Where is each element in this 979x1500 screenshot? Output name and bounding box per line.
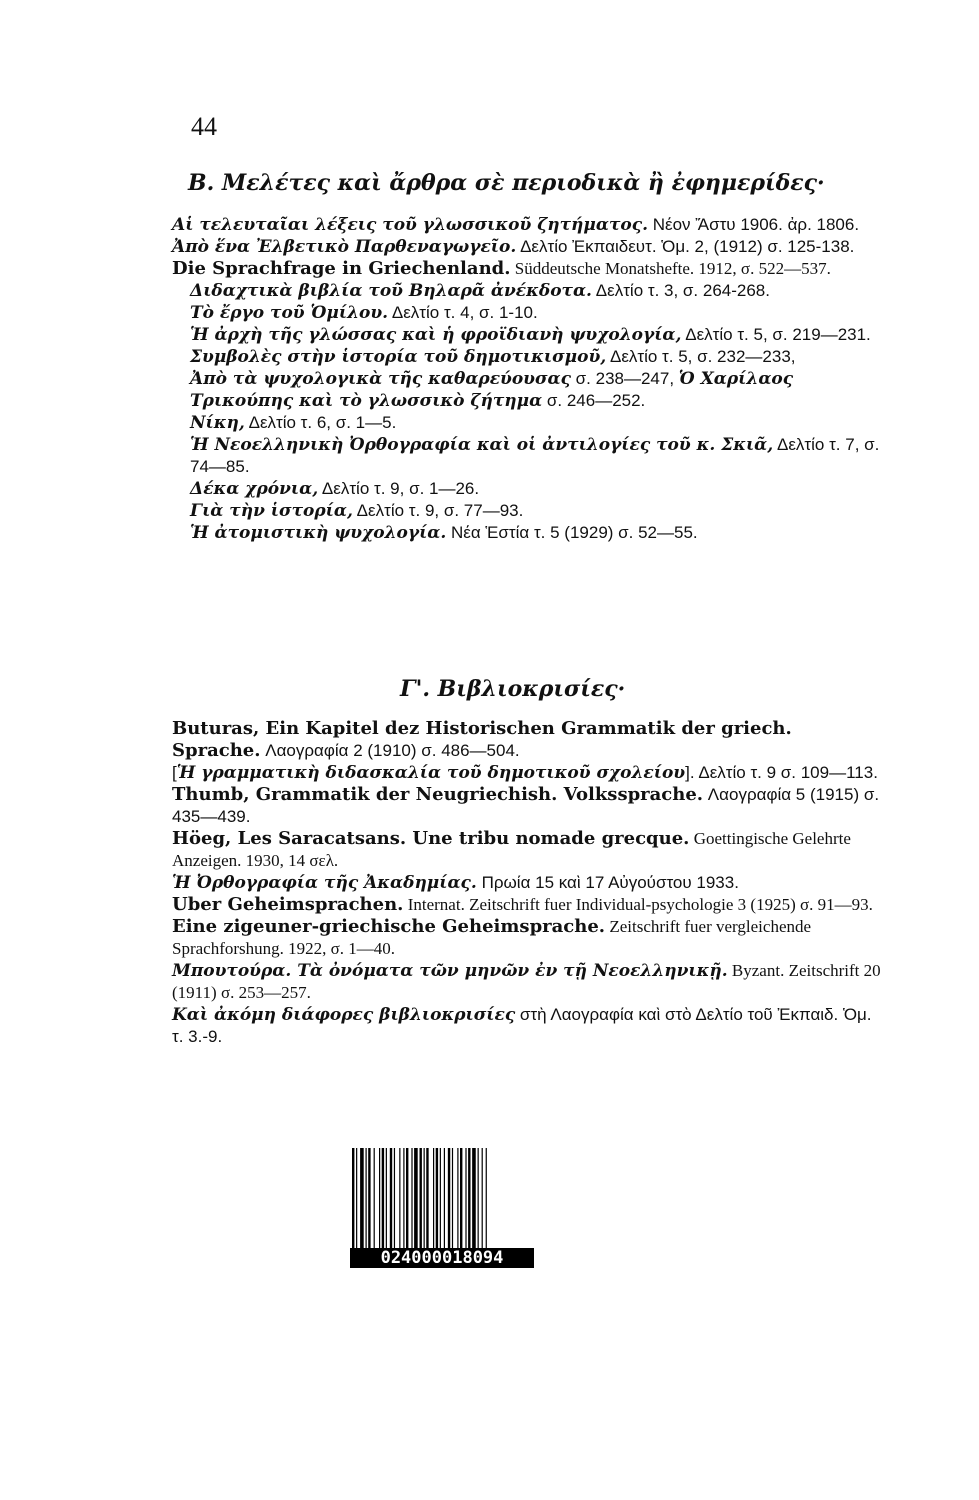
barcode-bar <box>390 1148 392 1248</box>
list-item: Uber Geheimsprachen. Internat. Zeitschrift fuer Individual-psychologie 3 (1925) σ. 91—93. <box>172 894 873 915</box>
barcode-bar <box>352 1148 354 1248</box>
barcode-bar <box>368 1148 370 1248</box>
barcode-bar <box>472 1148 476 1248</box>
list-item: Ἀπὸ τὰ ψυχολογικὰ τῆς καθαρεύουσας σ. 238—247, Ὁ Χαρίλαος Τρικούπης καὶ τὸ γλωσσικὸ ζήτημα σ. 246—252. <box>190 369 794 411</box>
barcode-bar <box>366 1148 367 1248</box>
barcode-bar <box>403 1148 404 1248</box>
barcode-bar <box>457 1148 458 1248</box>
list-item: Die Sprachfrage in Griechenland. Süddeutsche Monatshefte. 1912, σ. 522—537. <box>172 258 831 279</box>
barcode-bar <box>468 1148 470 1248</box>
barcode-bar <box>478 1148 479 1248</box>
barcode-bar <box>386 1148 387 1248</box>
section-g-list <box>172 718 884 1048</box>
barcode-bar <box>424 1148 425 1248</box>
list-item: Καὶ ἀκόμη διάφορες βιβλιοκρισίες στὴ Λαογραφία καὶ στὸ Δελτίο τοῦ Ἐκπαιδ. Ὁμ. τ. 3.-9. <box>172 1005 872 1046</box>
barcode-bar <box>399 1148 400 1248</box>
barcode-bar <box>452 1148 453 1248</box>
barcode-number: 024000018094 <box>350 1248 534 1268</box>
barcode <box>350 1148 534 1268</box>
barcode-bar <box>420 1148 422 1248</box>
list-item: Thumb, Grammatik der Neugriechish. Volkssprache. Λαογραφία 5 (1915) σ. 435—439. <box>172 784 880 826</box>
list-item: Eine zigeuner-griechische Geheimsprache. Zeitschrift fuer vergleichende Sprachforshung. 1922, σ. 1—40. <box>172 916 812 958</box>
list-item: Ἡ ἀρχὴ τῆς γλώσσας καὶ ἡ φροϊδιανὴ ψυχολογία, Δελτίο τ. 5, σ. 219—231. <box>190 325 871 345</box>
list-item: Δέκα χρόνια, Δελτίο τ. 9, σ. 1—26. <box>190 479 480 499</box>
list-item: [Ἡ γραμματικὴ διδασκαλία τοῦ δημοτικοῦ σχολείου]. Δελτίο τ. 9 σ. 109—113. <box>172 763 878 783</box>
barcode-bar <box>486 1148 487 1248</box>
section-b-list <box>172 214 884 544</box>
barcode-bar <box>356 1148 357 1248</box>
barcode-bar <box>414 1148 418 1248</box>
list-item: Συμβολὲς στὴν ἱστορία τοῦ δημοτικισμοῦ, Δελτίο τ. 5, σ. 232—233, <box>190 347 796 367</box>
list-item: Ἡ Νεοελληνικὴ Ὀρθογραφία καὶ οἱ ἀντιλογίες τοῦ κ. Σκιᾶ, Δελτίο τ. 7, σ. 74—85. <box>190 435 880 476</box>
section-g-heading: Γ'. Βιβλιοκρισίες· <box>400 676 626 702</box>
barcode-bar <box>433 1148 434 1248</box>
barcode-bar <box>436 1148 438 1248</box>
barcode-bar <box>460 1148 462 1248</box>
barcode-bar <box>394 1148 395 1248</box>
barcode-bar <box>360 1148 364 1248</box>
page-number: 44 <box>191 112 217 141</box>
list-item: Ἡ ἀτομιστικὴ ψυχολογία. Νέα Ἑστία τ. 5 (1929) σ. 52—55. <box>190 523 698 543</box>
barcode-bars <box>350 1148 534 1248</box>
list-item: Ἀπὸ ἕνα Ἐλβετικὸ Παρθεναγωγεῖο. Δελτίο Ἐκπαιδευτ. Ὁμ. 2, (1912) σ. 125-138. <box>172 237 855 257</box>
barcode-bar <box>440 1148 441 1248</box>
list-item: Γιὰ τὴν ἱστορία, Δελτίο τ. 9, σ. 77—93. <box>190 501 524 521</box>
barcode-bar <box>379 1148 380 1248</box>
barcode-bar <box>444 1148 445 1248</box>
barcode-bar <box>411 1148 412 1248</box>
barcode-bar <box>482 1148 483 1248</box>
list-item: Höeg, Les Saracatsans. Une tribu nomade grecque. Goettingische Gelehrte Anzeigen. 1930, 14 σελ. <box>172 828 851 870</box>
list-item: Αἱ τελευταῖαι λέξεις τοῦ γλωσσικοῦ ζητήματος. Νέον Ἄστυ 1906. ἀρ. 1806. <box>172 215 860 235</box>
list-item: Buturas, Ein Kapitel dez Historischen Grammatik der griech. Sprache. Λαογραφία 2 (1910) σ. 486—504. <box>172 718 792 761</box>
barcode-bar <box>374 1148 375 1248</box>
barcode-bar <box>448 1148 450 1248</box>
list-item: Ἡ Ὀρθογραφία τῆς Ἀκαδημίας. Πρωία 15 καὶ 17 Αὐγούστου 1933. <box>172 873 739 893</box>
list-item: Μπουτούρα. Τὰ ὀνόματα τῶν μηνῶν ἐν τῇ Νεοελληνικῇ. Byzant. Zeitschrift 20 (1911) σ. 253—257. <box>172 961 881 1002</box>
barcode-bar <box>382 1148 384 1248</box>
barcode-bar <box>406 1148 408 1248</box>
barcode-bar <box>426 1148 428 1248</box>
list-item: Νίκη, Δελτίο τ. 6, σ. 1—5. <box>190 413 397 433</box>
list-item: Τὸ ἔργο τοῦ Ὁμίλου. Δελτίο τ. 4, σ. 1-10. <box>190 303 538 323</box>
barcode-bar <box>465 1148 466 1248</box>
list-item: Διδαχτικὰ βιβλία τοῦ Βηλαρᾶ ἀνέκδοτα. Δελτίο τ. 3, σ. 264-268. <box>190 281 770 301</box>
section-b-heading: Β. Μελέτες καὶ ἄρθρα σὲ περιοδικὰ ἢ ἐφημερίδες· <box>188 170 825 196</box>
